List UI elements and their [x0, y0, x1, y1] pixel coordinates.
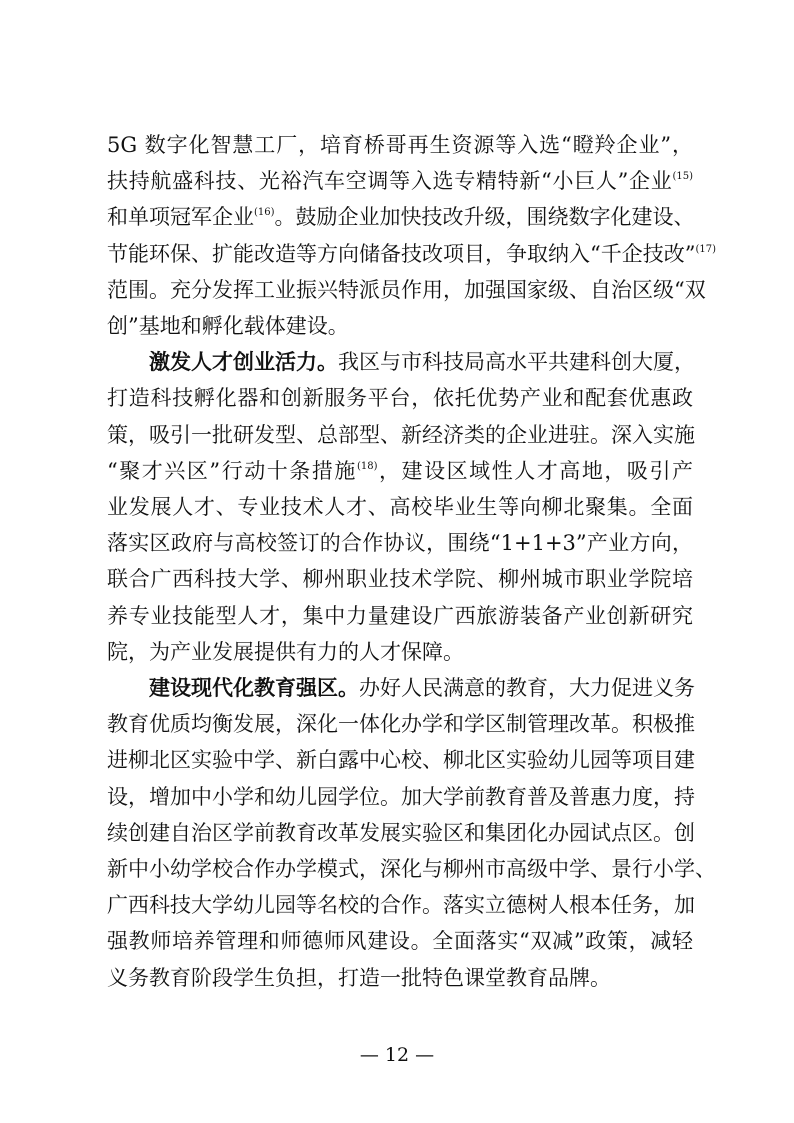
text-line [107, 815, 693, 851]
text-run: 养专业技能型人才，集中力量建设广西旅游装备产业创新研究 [107, 603, 693, 628]
footnote-ref: (15) [672, 171, 693, 183]
text-run: 业发展人才、专业技术人才、高校毕业生等向柳北聚集。全面 [107, 495, 693, 519]
text-run: 落实区政府与高校签订的合作协议，围绕“1+1+3”产业方向， [107, 531, 693, 556]
text-line [107, 308, 693, 344]
text-line [107, 561, 693, 597]
text-line [107, 706, 693, 742]
text-line [107, 887, 693, 923]
text-run: 院，为产业发展提供有力的人才保障。 [107, 639, 464, 664]
footnote-ref: (17) [695, 243, 717, 255]
text-line [149, 344, 693, 380]
text-line [107, 199, 693, 235]
page-number: — 12 — [359, 1044, 435, 1066]
text-line [107, 489, 693, 525]
text-run: 教育优质均衡发展，深化一体化办学和学区制管理改革。积极推 [107, 712, 695, 737]
text-run: 办好人民满意的教育，大力促进义务 [359, 676, 695, 700]
text-run: 新中小幼学校合作办学模式，深化与柳州市高级中学、景行小学、 [107, 857, 716, 881]
text-line [107, 272, 706, 308]
text-run: 。鼓励企业加快技改升级，围绕数字化建设、 [274, 205, 695, 230]
text-line [107, 525, 693, 561]
text-run: 节能环保、扩能改造等方向储备技改项目，争取纳入“千企技改” [107, 241, 696, 266]
text-line [149, 670, 693, 706]
text-run: 设，增加中小学和幼儿园学位。加大学前教育普及普惠力度，持 [107, 784, 695, 809]
text-run: 广西科技大学幼儿园等名校的合作。落实立德树人根本任务，加 [107, 893, 695, 918]
text-line [107, 598, 693, 634]
text-line [107, 380, 693, 416]
footnote-ref: (18) [356, 460, 378, 472]
text-line [107, 417, 693, 453]
text-run: 扶持航盛科技、光裕汽车空调等入选专精特新“小巨人”企业 [107, 169, 673, 194]
text-run: 策，吸引一批研发型、总部型、新经济类的企业进驻。深入实施 [107, 422, 695, 447]
text-run: 强教师培养管理和师德师风建设。全面落实“双减”政策，减轻 [107, 929, 693, 954]
text-run: 我区与市科技局高水平共建科创大厦， [338, 350, 695, 375]
text-run: 5G 数字化智慧工厂，培育桥哥再生资源等入选“瞪羚企业”， [107, 133, 693, 157]
text-run: 进柳北区实验中学、新白露中心校、柳北区实验幼儿园等项目建 [107, 748, 695, 773]
text-run: 创”基地和孵化载体建设。 [107, 314, 349, 338]
text-line [107, 127, 693, 163]
text-line [107, 851, 716, 887]
text-run: 续创建自治区学前教育改革发展实验区和集团化办园试点区。创 [107, 820, 695, 845]
text-run: 义务教育阶段学生负担，打造一批特色课堂教育品牌。 [107, 965, 611, 990]
text-run: 范围。充分发挥工业振兴特派员作用，加强国家级、自治区级“双 [107, 277, 706, 302]
footnote-ref: (16) [254, 207, 275, 219]
text-line [107, 236, 717, 272]
text-line [107, 960, 693, 996]
text-line [107, 163, 693, 199]
section-lead: 激发人才创业活力。 [149, 349, 338, 375]
text-line [107, 742, 693, 778]
text-line [107, 923, 693, 959]
section-lead: 建设现代化教育强区。 [149, 675, 359, 700]
text-run: ，建设区域性人才高地，吸引产 [377, 458, 693, 483]
text-line [107, 453, 693, 489]
text-line [107, 634, 693, 670]
text-run: 和单项冠军企业 [107, 205, 254, 230]
text-run: 联合广西科技大学、柳州职业技术学院、柳州城市职业学院培 [107, 567, 693, 592]
text-line [107, 779, 693, 815]
text-run: 打造科技孵化器和创新服务平台，依托优势产业和配套优惠政 [107, 386, 693, 411]
text-run: “聚才兴区”行动十条措施 [107, 458, 357, 483]
